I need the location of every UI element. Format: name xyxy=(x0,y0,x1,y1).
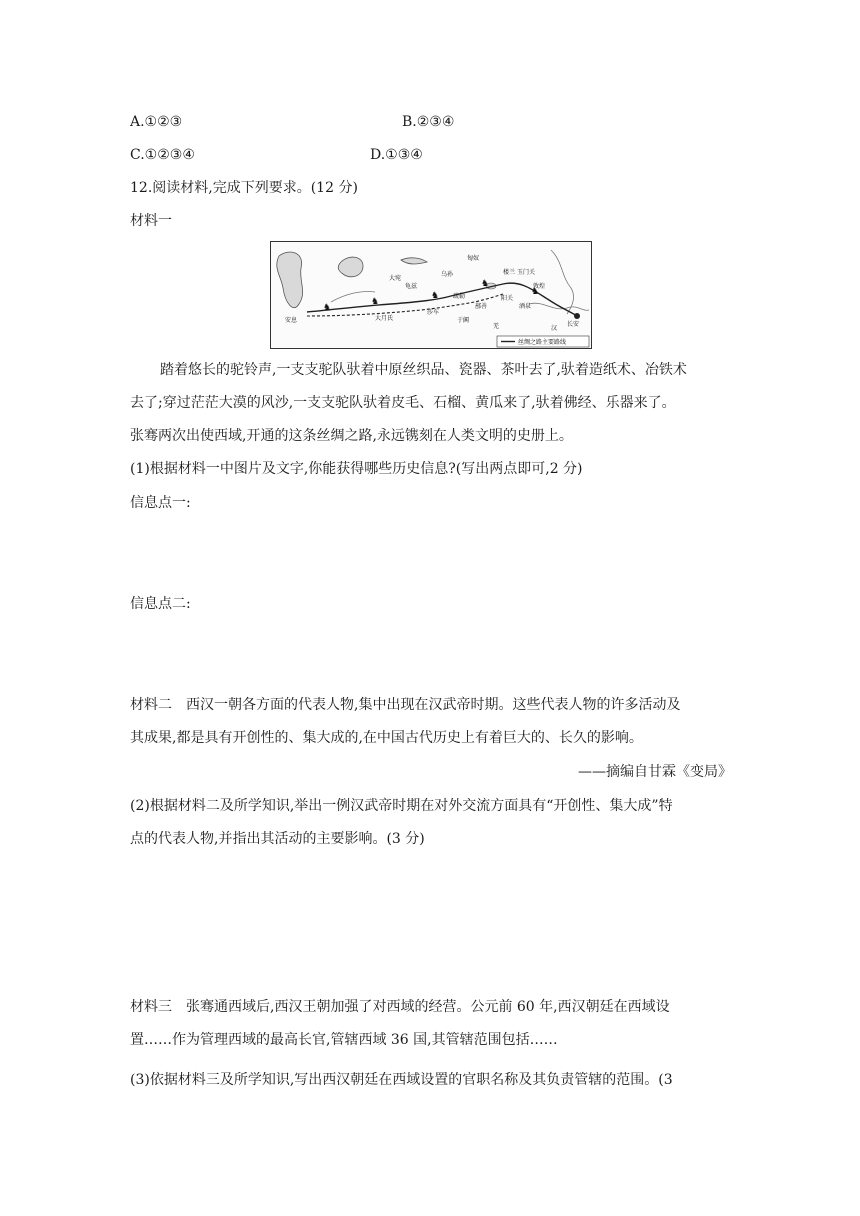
map-label: 鄯善 xyxy=(475,303,488,310)
question-title: 12.阅读材料,完成下列要求。(12 分) xyxy=(130,180,358,196)
map-label: 乌孙 xyxy=(441,271,454,278)
map-label: 羌 xyxy=(493,323,500,330)
option-a: A.①②③ xyxy=(130,114,183,130)
camel-icon: ♞ xyxy=(371,297,380,307)
subquestion-2-line: (2)根据材料二及所学知识,举出一例汉武帝时期在对外交流方面具有“开创性、集大成”特 xyxy=(130,798,673,814)
map-label: 玉门关 xyxy=(517,269,536,276)
material1-text-line: 去了;穿过茫茫大漠的风沙,一支支驼队驮着皮毛、石榴、黄瓜来了,驮着佛经、乐器来了。 xyxy=(130,395,676,411)
map-label: 阳关 xyxy=(501,295,514,302)
route-south xyxy=(307,294,503,316)
camel-icon: ♞ xyxy=(323,303,332,313)
material3-line: 置……作为管理西域的最高长官,管辖西域 36 国,其管辖范围包括…… xyxy=(130,1032,558,1048)
caspian-sea xyxy=(277,252,303,308)
map-label: 莎车 xyxy=(427,309,440,316)
map-label: 安息 xyxy=(285,317,298,324)
material3-line: 材料三 张骞通西域后,西汉王朝加强了对西域的经营。公元前 60 年,西汉朝廷在西域设 xyxy=(130,999,670,1015)
material1-text-line: 踏着悠长的驼铃声,一支支驼队驮着中原丝织品、瓷器、茶叶去了,驮着造纸术、冶铁术 xyxy=(160,362,687,378)
material1-label: 材料一 xyxy=(130,213,172,229)
info-point-1: 信息点一: xyxy=(130,495,191,511)
camel-icon: ♞ xyxy=(531,287,540,297)
option-d: D.①③④ xyxy=(370,147,423,163)
map-legend-text: 丝绸之路主要路线 xyxy=(518,339,567,346)
map-label: 大宛 xyxy=(389,275,402,282)
river-1 xyxy=(331,291,375,302)
material1-text-line: 张骞两次出使西域,开通的这条丝绸之路,永远镌刻在人类文明的史册上。 xyxy=(130,428,573,444)
map-label: 龟兹 xyxy=(405,283,418,290)
aral-sea xyxy=(338,257,363,277)
map-label: 疏勒 xyxy=(453,293,466,300)
map-label: 大月氏 xyxy=(375,315,394,322)
balkhash-lake xyxy=(401,258,427,264)
option-c: C.①②③④ xyxy=(130,147,195,163)
camel-icon: ♞ xyxy=(481,279,490,289)
silk-road-map xyxy=(270,241,592,349)
river-2 xyxy=(551,250,574,314)
map-label: 酒泉 xyxy=(519,303,532,310)
material2-line: 材料二 西汉一朝各方面的代表人物,集中出现在汉武帝时期。这些代表人物的许多活动及 xyxy=(130,697,681,713)
subquestion-2-line: 点的代表人物,并指出其活动的主要影响。(3 分) xyxy=(130,831,425,847)
map-label: 汉 xyxy=(551,325,558,332)
map-label: 匈奴 xyxy=(467,255,480,262)
changan-marker xyxy=(574,313,580,319)
material2-line: 其成果,都是具有开创性的、集大成的,在中国古代历史上有着巨大的、长久的影响。 xyxy=(130,730,643,746)
map-label: 楼兰 xyxy=(503,269,516,276)
subquestion-1: (1)根据材料一中图片及文字,你能获得哪些历史信息?(写出两点即可,2 分) xyxy=(130,461,583,477)
info-point-2: 信息点二: xyxy=(130,596,191,612)
camel-icon: ♞ xyxy=(431,291,440,301)
map-label: 于阗 xyxy=(457,317,470,324)
material2-source: ——摘编自甘霖《变局》 xyxy=(578,764,732,780)
option-b: B.②③④ xyxy=(402,114,455,130)
map-label: 长安 xyxy=(567,321,580,328)
map-label: 敦煌 xyxy=(533,283,546,290)
subquestion-3: (3)依据材料三及所学知识,写出西汉朝廷在西域设置的官职名称及其负责管辖的范围。(3 xyxy=(130,1072,673,1088)
